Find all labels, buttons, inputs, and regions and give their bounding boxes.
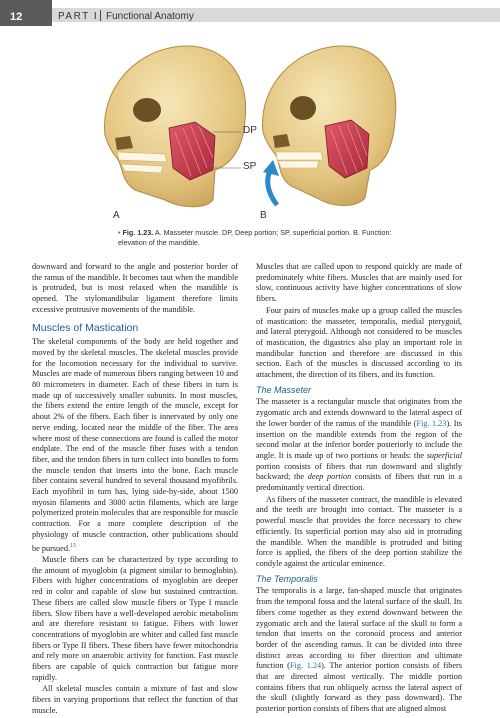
label-sp: SP bbox=[243, 161, 257, 172]
page-header bbox=[0, 0, 500, 22]
page-number-box bbox=[0, 0, 52, 26]
paragraph-text: consists of fibers that run in a predominantly vertical direction. bbox=[256, 472, 462, 493]
paragraph: Four pairs of muscles make up a group called the muscles of mastication: the masseter, temporalis, medial pterygoid, and lateral pterygoid. Although not considered to be muscles of mastication, the digastrics also play an important role in mandibular function and therefore are discussed in this section. Each of the muscles is discussed according to its attachment, the direction of its fibers, and its function. bbox=[256, 305, 462, 380]
chapter-title: Functional Anatomy bbox=[106, 11, 194, 22]
paragraph-text: ). The anterior portion consists of fibers that are directed almost vertically. The middle portion contains fibers that run obliquely across the lateral aspect of the skull (slightly forward as they pass downward). The posterior portion consists of fibers that are aligned almost bbox=[256, 661, 462, 714]
figure-caption bbox=[118, 228, 418, 247]
paragraph: All skeletal muscles contain a mixture of fast and slow fibers in varying proportions that reflect the function of that muscle. bbox=[32, 684, 238, 715]
caption-title: Fig. 1.23. bbox=[122, 228, 154, 237]
skull-a bbox=[105, 46, 246, 207]
paragraph: downward and forward to the angle and posterior border of the ramus of the mandible. It becomes taut when the mandible is protruded, but is most relaxed when the mandible is opened. The stylomandibular ligament therefore limits excessive protrusive movements of the mandible. bbox=[32, 262, 238, 314]
figure-link[interactable]: Fig. 1.24 bbox=[289, 661, 322, 671]
subsection-heading: The Temporalis bbox=[256, 573, 318, 584]
left-column bbox=[32, 262, 238, 718]
paragraph bbox=[256, 397, 462, 493]
page-number: 12 bbox=[10, 11, 23, 23]
figure-1-23 bbox=[95, 40, 400, 225]
reference-link[interactable]: 15 bbox=[70, 542, 77, 549]
panel-b-label: B bbox=[260, 210, 267, 221]
paragraph-text: ). Its insertion on the mandible extends from the region of the second molar at the inferior border posteriorly to include the angle. It is made up of two portions or heads: the bbox=[256, 418, 462, 460]
emphasis: superficial bbox=[426, 450, 462, 460]
paragraph-text: portion consists of fibers that run downward and slightly backward; the bbox=[256, 461, 462, 482]
label-dp: DP bbox=[243, 125, 257, 136]
header-divider bbox=[100, 10, 101, 21]
paragraph bbox=[32, 337, 238, 554]
section-heading: Muscles of Mastication bbox=[32, 321, 139, 334]
paragraph: As fibers of the masseter contract, the mandible is elevated and the teeth are brought into contact. The masseter is a powerful muscle that provides the force necessary to chew efficiently. Its superficial portion may also aid in protruding the mandible. When the mandible is protruded and biting force is applied, the fibers of the deep portion stabilize the condyle against the articular eminence. bbox=[256, 494, 462, 568]
panel-a-label: A bbox=[113, 210, 120, 221]
right-column bbox=[256, 262, 462, 716]
paragraph-text: The skeletal components of the body are held together and moved by the skeletal muscles. The skeletal muscles provide for the locomotion necessary for the individual to survive. Muscles are made of numerous fibers ranging between 10 and 80 micrometers in diameter. Each of these fibers in turn is made up of successively smaller subunits. In most muscles, the fibers extend the entire length of the muscle, except for about 2% of the fibers. Each fiber is innervated by only one nerve ending, located near the middle of the fiber. The area where most of these connections are found is called the motor endplate. The end of the muscle fiber fuses with a tendon fiber, and the tendon fibers in turn collect into bundles to form the muscle tendon that inserts into the bone. Each muscle fiber contains several hundred to several thousand myofibrils. Each myofibril in turn has, lying side-by-side, about 1500 myosin filaments and 3000 actin filaments, which are large polymerized protein molecules that are responsible for muscle contraction. For a more complete description of the physiology of muscle contraction, other publications should be pursued. bbox=[32, 337, 238, 553]
skull-b bbox=[263, 46, 396, 206]
paragraph-text: The masseter is a rectangular muscle that originates from the zygomatic arch and extends downward to the lateral aspect of the lower border of the ramus of the mandible ( bbox=[256, 397, 462, 428]
emphasis: deep portion bbox=[307, 472, 352, 482]
caption-bullet-icon: • bbox=[118, 228, 121, 237]
caption-text: A. Masseter muscle. DP, Deep portion; SP, superficial portion. B. Function: elevation of the mandible. bbox=[118, 228, 392, 247]
paragraph: Muscles that are called upon to respond quickly are made of predominately white fibers. Muscles that are mainly used for slow, continuous activity have higher concentrations of slow fibers. bbox=[256, 262, 462, 304]
paragraph: Muscle fibers can be characterized by type according to the amount of myoglobin (a pigment similar to hemoglobin). Fibers with higher concentrations of myoglobin are deeper red in color and capable of slow but sustained contraction. These fibers are called slow muscle fibers or Type I muscle fibers. Slow fibers have a well-developed aerobic metabolism and are therefore resistant to fatigue. Fibers with lower concentrations of myoglobin are whiter and called fast muscle fibers or Type II fibers. These fibers have fewer mitochondria and rely more on anaerobic activity for function. Fast muscle fibers are capable of quick contraction but fatigue more rapidly. bbox=[32, 555, 238, 682]
part-label: PART I bbox=[58, 11, 99, 22]
paragraph bbox=[256, 586, 462, 714]
subsection-heading: The Masseter bbox=[256, 384, 312, 395]
figure-link[interactable]: Fig. 1.23 bbox=[416, 418, 447, 428]
paragraph-text: The temporalis is a large, fan-shaped muscle that originates from the temporal fossa and the lateral surface of the skull. Its fibers come together as they extend downward between the zygomatic arch and the lateral surface of the skull to form a tendon that inserts on the coronoid process and anterior border of the ascending ramus. It can be divided into three distinct areas according to fiber direction and ultimate function ( bbox=[256, 586, 462, 671]
